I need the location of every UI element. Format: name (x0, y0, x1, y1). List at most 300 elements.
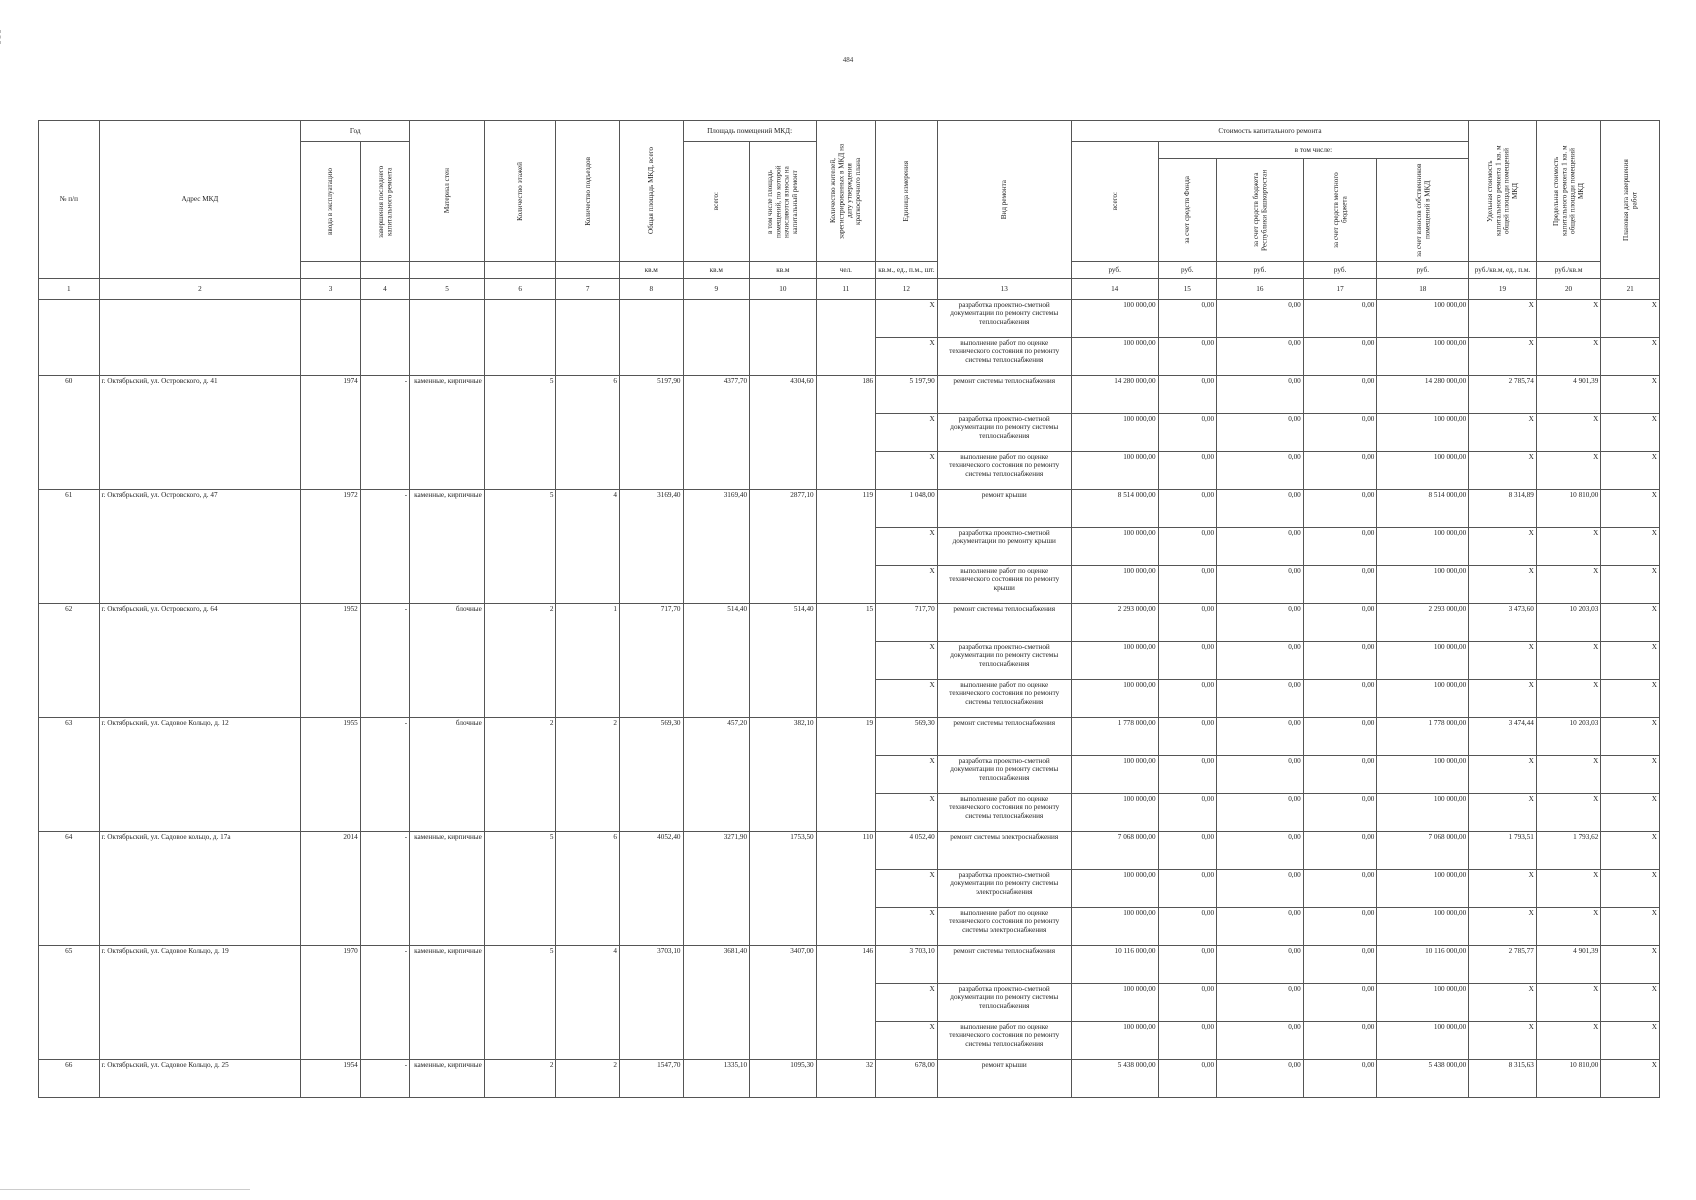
work-type: выполнение работ по оценке технического состояния по ремонту крыши (937, 566, 1071, 604)
unit-cell (360, 262, 409, 279)
cost-republic: 0,00 (1217, 756, 1304, 794)
column-number: 15 (1158, 279, 1217, 300)
unit-cost: X (1469, 1022, 1537, 1060)
cost-fund: 0,00 (1158, 794, 1217, 832)
wall-material: каменные, кирпичные (410, 1060, 485, 1098)
header-work: Вид ремонта (937, 121, 1071, 279)
premises-area: 4377,70 (683, 376, 750, 490)
cost-owners: 5 438 000,00 (1377, 1060, 1469, 1098)
wall-material: блочные (410, 718, 485, 832)
floors-count: 5 (484, 490, 556, 604)
floors-count: 2 (484, 1060, 556, 1098)
cost-local: 0,00 (1303, 984, 1377, 1022)
cost-republic: 0,00 (1217, 680, 1304, 718)
unit-cost: X (1469, 794, 1537, 832)
column-number: 7 (556, 279, 620, 300)
cost-total: 2 293 000,00 (1071, 604, 1158, 642)
cost-owners: 100 000,00 (1377, 756, 1469, 794)
row-number: 63 (39, 718, 100, 832)
header-num: № п/п (39, 121, 100, 279)
finish-date: X (1601, 680, 1660, 718)
cost-local: 0,00 (1303, 604, 1377, 642)
cost-total: 100 000,00 (1071, 566, 1158, 604)
cost-local: 0,00 (1303, 680, 1377, 718)
repair-area: 3407,00 (750, 946, 817, 1060)
max-cost: 1 793,62 (1536, 832, 1601, 870)
total-area: 569,30 (619, 718, 683, 832)
entrances-count: 2 (556, 718, 620, 832)
column-number: 4 (360, 279, 409, 300)
header-cost-owners: за счет взносов собственников помещений в МКД (1377, 159, 1469, 262)
unit-cost: 1 793,51 (1469, 832, 1537, 870)
cost-fund: 0,00 (1158, 756, 1217, 794)
cost-total: 100 000,00 (1071, 756, 1158, 794)
commission-year: 1974 (301, 376, 361, 490)
row-number: 61 (39, 490, 100, 604)
cost-owners: 2 293 000,00 (1377, 604, 1469, 642)
repair-area: 382,10 (750, 718, 817, 832)
residents-count: 15 (816, 604, 876, 718)
unit-cell: руб. (1071, 262, 1158, 279)
house-address (99, 300, 301, 376)
floors-count: 5 (484, 376, 556, 490)
finish-date: X (1601, 1060, 1660, 1098)
cost-republic: 0,00 (1217, 832, 1304, 870)
cost-local: 0,00 (1303, 1022, 1377, 1060)
cost-republic: 0,00 (1217, 908, 1304, 946)
unit-cell: кв.м (683, 262, 750, 279)
unit-cell: руб./кв.м (1536, 262, 1601, 279)
total-area: 4052,40 (619, 832, 683, 946)
cost-fund: 0,00 (1158, 376, 1217, 414)
column-number: 2 (99, 279, 301, 300)
header-finish-date: Плановая дата завершения работ (1601, 121, 1660, 279)
cost-republic: 0,00 (1217, 490, 1304, 528)
last-repair-year: - (360, 490, 409, 604)
last-repair-year (360, 300, 409, 376)
commission-year: 1952 (301, 604, 361, 718)
cost-local: 0,00 (1303, 832, 1377, 870)
cost-owners: 14 280 000,00 (1377, 376, 1469, 414)
work-type: ремонт системы теплоснабжения (937, 376, 1071, 414)
unit-value: 3 703,10 (876, 946, 938, 984)
cost-fund: 0,00 (1158, 414, 1217, 452)
header-total-area: Общая площадь МКД, всего (619, 121, 683, 262)
cost-republic: 0,00 (1217, 338, 1304, 376)
unit-cost: X (1469, 338, 1537, 376)
unit-cost: 8 314,89 (1469, 490, 1537, 528)
header-address: Адрес МКД (99, 121, 301, 279)
entrances-count: 4 (556, 490, 620, 604)
entrances-count: 2 (556, 1060, 620, 1098)
unit-value: X (876, 300, 938, 338)
total-area: 3169,40 (619, 490, 683, 604)
row-number: 64 (39, 832, 100, 946)
repair-area (750, 300, 817, 376)
repair-area: 1753,50 (750, 832, 817, 946)
work-type: выполнение работ по оценке технического состояния по ремонту системы теплоснабжения (937, 338, 1071, 376)
wall-material: каменные, кирпичные (410, 490, 485, 604)
max-cost: X (1536, 414, 1601, 452)
work-type: ремонт системы теплоснабжения (937, 718, 1071, 756)
max-cost: X (1536, 452, 1601, 490)
work-type: разработка проектно-сметной документации по ремонту системы теплоснабжения (937, 642, 1071, 680)
column-number: 17 (1303, 279, 1377, 300)
unit-cell: руб. (1377, 262, 1469, 279)
cost-total: 100 000,00 (1071, 680, 1158, 718)
cost-local: 0,00 (1303, 946, 1377, 984)
cost-owners: 100 000,00 (1377, 984, 1469, 1022)
finish-date: X (1601, 300, 1660, 338)
header-year-commission: ввода в эксплуатацию (301, 142, 361, 262)
unit-cost: X (1469, 642, 1537, 680)
work-type: ремонт крыши (937, 490, 1071, 528)
premises-area (683, 300, 750, 376)
cost-owners: 100 000,00 (1377, 300, 1469, 338)
total-area (619, 300, 683, 376)
unit-value: X (876, 870, 938, 908)
cost-republic: 0,00 (1217, 452, 1304, 490)
finish-date: X (1601, 452, 1660, 490)
work-type: разработка проектно-сметной документации по ремонту системы теплоснабжения (937, 984, 1071, 1022)
finish-date: X (1601, 604, 1660, 642)
wall-material: блочные (410, 604, 485, 718)
cost-local: 0,00 (1303, 490, 1377, 528)
house-address: г. Октябрьский, ул. Островского, д. 41 (99, 376, 301, 490)
last-repair-year: - (360, 946, 409, 1060)
unit-cell: руб. (1158, 262, 1217, 279)
unit-value: 5 197,90 (876, 376, 938, 414)
table-row (39, 718, 1660, 756)
last-repair-year: - (360, 376, 409, 490)
finish-date: X (1601, 832, 1660, 870)
cost-republic: 0,00 (1217, 300, 1304, 338)
work-type: разработка проектно-сметной документации по ремонту крыши (937, 528, 1071, 566)
cost-local: 0,00 (1303, 414, 1377, 452)
work-type: ремонт крыши (937, 1060, 1071, 1098)
finish-date: X (1601, 528, 1660, 566)
work-type: выполнение работ по оценке технического состояния по ремонту системы теплоснабжения (937, 680, 1071, 718)
row-number (39, 300, 100, 376)
house-address: г. Октябрьский, ул. Садовое Кольцо, д. 12 (99, 718, 301, 832)
unit-value: X (876, 338, 938, 376)
house-address: г. Октябрьский, ул. Садовое кольцо, д. 17а (99, 832, 301, 946)
total-area: 5197,90 (619, 376, 683, 490)
residents-count: 119 (816, 490, 876, 604)
last-repair-year: - (360, 1060, 409, 1098)
unit-cost: X (1469, 984, 1537, 1022)
commission-year: 1972 (301, 490, 361, 604)
entrances-count: 4 (556, 946, 620, 1060)
cost-republic: 0,00 (1217, 870, 1304, 908)
column-number: 16 (1217, 279, 1304, 300)
total-area: 1547,70 (619, 1060, 683, 1098)
unit-value: 717,70 (876, 604, 938, 642)
column-number: 21 (1601, 279, 1660, 300)
unit-cell (484, 262, 556, 279)
premises-area: 3271,90 (683, 832, 750, 946)
header-cost-group: Стоимость капитального ремонта (1071, 121, 1468, 142)
cost-fund: 0,00 (1158, 680, 1217, 718)
cost-fund: 0,00 (1158, 490, 1217, 528)
cost-local: 0,00 (1303, 756, 1377, 794)
column-number: 19 (1469, 279, 1537, 300)
unit-value: X (876, 984, 938, 1022)
header-including: в том числе: (1158, 142, 1469, 159)
cost-total: 100 000,00 (1071, 984, 1158, 1022)
finish-date: X (1601, 870, 1660, 908)
column-number: 5 (410, 279, 485, 300)
table-row (39, 832, 1660, 870)
finish-date: X (1601, 718, 1660, 756)
work-type: ремонт системы электроснабжения (937, 832, 1071, 870)
cost-total: 14 280 000,00 (1071, 376, 1158, 414)
unit-cost: 2 785,74 (1469, 376, 1537, 414)
cost-fund: 0,00 (1158, 984, 1217, 1022)
cost-republic: 0,00 (1217, 1060, 1304, 1098)
wall-material: каменные, кирпичные (410, 376, 485, 490)
work-type: ремонт системы теплоснабжения (937, 604, 1071, 642)
cost-republic: 0,00 (1217, 528, 1304, 566)
cost-republic: 0,00 (1217, 794, 1304, 832)
commission-year: 2014 (301, 832, 361, 946)
premises-area: 3681,40 (683, 946, 750, 1060)
finish-date: X (1601, 376, 1660, 414)
house-address: г. Октябрьский, ул. Садовое Кольцо, д. 19 (99, 946, 301, 1060)
wall-material: каменные, кирпичные (410, 946, 485, 1060)
work-type: выполнение работ по оценке технического состояния по ремонту системы теплоснабжения (937, 452, 1071, 490)
finish-date: X (1601, 338, 1660, 376)
cost-fund: 0,00 (1158, 908, 1217, 946)
finish-date: X (1601, 490, 1660, 528)
last-repair-year: - (360, 718, 409, 832)
unit-cost: X (1469, 300, 1537, 338)
cost-owners: 100 000,00 (1377, 870, 1469, 908)
header-unit: Единица измерения (876, 121, 938, 262)
column-number: 8 (619, 279, 683, 300)
column-numbers-row (39, 279, 1660, 300)
commission-year: 1955 (301, 718, 361, 832)
cost-total: 100 000,00 (1071, 870, 1158, 908)
column-number: 1 (39, 279, 100, 300)
unit-value: X (876, 414, 938, 452)
unit-value: X (876, 756, 938, 794)
floors-count: 5 (484, 832, 556, 946)
residents-count: 32 (816, 1060, 876, 1098)
cost-total: 100 000,00 (1071, 794, 1158, 832)
unit-value: X (876, 642, 938, 680)
column-number: 20 (1536, 279, 1601, 300)
residents-count: 19 (816, 718, 876, 832)
cost-local: 0,00 (1303, 908, 1377, 946)
unit-cost: 3 474,44 (1469, 718, 1537, 756)
table-row (39, 490, 1660, 528)
header-cost-republic: за счет средств бюджета Республики Башкортостан (1217, 159, 1304, 262)
work-type: разработка проектно-сметной документации по ремонту системы теплоснабжения (937, 756, 1071, 794)
header-year-last-repair: завершения последнего капитального ремонта (360, 142, 409, 262)
cost-republic: 0,00 (1217, 566, 1304, 604)
finish-date: X (1601, 1022, 1660, 1060)
repair-area: 1095,30 (750, 1060, 817, 1098)
unit-cost: X (1469, 528, 1537, 566)
work-type: разработка проектно-сметной документации по ремонту системы теплоснабжения (937, 300, 1071, 338)
unit-value: X (876, 528, 938, 566)
cost-owners: 100 000,00 (1377, 414, 1469, 452)
unit-cell (301, 262, 361, 279)
cost-fund: 0,00 (1158, 300, 1217, 338)
table-row (39, 1060, 1660, 1098)
unit-cell: кв.м., ед., п.м., шт. (876, 262, 938, 279)
commission-year: 1970 (301, 946, 361, 1060)
cost-total: 8 514 000,00 (1071, 490, 1158, 528)
entrances-count: 6 (556, 832, 620, 946)
cost-republic: 0,00 (1217, 414, 1304, 452)
work-type: разработка проектно-сметной документации по ремонту системы теплоснабжения (937, 414, 1071, 452)
unit-value: 678,00 (876, 1060, 938, 1098)
work-type: выполнение работ по оценке технического состояния по ремонту системы электроснабжения (937, 908, 1071, 946)
cost-owners: 100 000,00 (1377, 566, 1469, 604)
cost-owners: 100 000,00 (1377, 452, 1469, 490)
max-cost: X (1536, 338, 1601, 376)
header-year-group: Год (301, 121, 410, 142)
cost-fund: 0,00 (1158, 338, 1217, 376)
max-cost: 10 203,03 (1536, 604, 1601, 642)
cost-total: 7 068 000,00 (1071, 832, 1158, 870)
cost-owners: 100 000,00 (1377, 642, 1469, 680)
cost-republic: 0,00 (1217, 1022, 1304, 1060)
table-row (39, 300, 1660, 338)
premises-area: 514,40 (683, 604, 750, 718)
repair-area: 4304,60 (750, 376, 817, 490)
cost-owners: 10 116 000,00 (1377, 946, 1469, 984)
cost-fund: 0,00 (1158, 642, 1217, 680)
max-cost: X (1536, 984, 1601, 1022)
residents-count: 110 (816, 832, 876, 946)
table-header (39, 121, 1660, 300)
finish-date: X (1601, 794, 1660, 832)
cost-fund: 0,00 (1158, 1022, 1217, 1060)
cost-total: 100 000,00 (1071, 452, 1158, 490)
table-body (39, 300, 1660, 1098)
cost-local: 0,00 (1303, 300, 1377, 338)
column-number: 13 (937, 279, 1071, 300)
cost-republic: 0,00 (1217, 946, 1304, 984)
cost-local: 0,00 (1303, 452, 1377, 490)
cost-republic: 0,00 (1217, 984, 1304, 1022)
max-cost: X (1536, 908, 1601, 946)
cost-fund: 0,00 (1158, 604, 1217, 642)
house-address: г. Октябрьский, ул. Садовое Кольцо, д. 25 (99, 1060, 301, 1098)
cost-owners: 8 514 000,00 (1377, 490, 1469, 528)
repair-area: 2877,10 (750, 490, 817, 604)
column-number: 10 (750, 279, 817, 300)
cost-total: 100 000,00 (1071, 1022, 1158, 1060)
max-cost: 10 810,00 (1536, 490, 1601, 528)
finish-date: X (1601, 946, 1660, 984)
unit-cost: X (1469, 566, 1537, 604)
max-cost: X (1536, 528, 1601, 566)
cost-fund: 0,00 (1158, 1060, 1217, 1098)
unit-value: X (876, 1022, 938, 1060)
header-floors: Количество этажей (484, 121, 556, 262)
residents-count: 146 (816, 946, 876, 1060)
cost-owners: 7 068 000,00 (1377, 832, 1469, 870)
unit-cost: X (1469, 870, 1537, 908)
column-number: 18 (1377, 279, 1469, 300)
entrances-count: 1 (556, 604, 620, 718)
unit-value: X (876, 566, 938, 604)
floors-count: 5 (484, 946, 556, 1060)
max-cost: 10 203,03 (1536, 718, 1601, 756)
cost-fund: 0,00 (1158, 566, 1217, 604)
cost-republic: 0,00 (1217, 376, 1304, 414)
unit-cell (410, 262, 485, 279)
max-cost: X (1536, 870, 1601, 908)
max-cost: 10 810,00 (1536, 1060, 1601, 1098)
unit-cell: руб. (1217, 262, 1304, 279)
commission-year (301, 300, 361, 376)
wall-material: каменные, кирпичные (410, 832, 485, 946)
scan-mark (0, 30, 4, 44)
column-number: 9 (683, 279, 750, 300)
unit-cost: 3 473,60 (1469, 604, 1537, 642)
floors-count (484, 300, 556, 376)
cost-local: 0,00 (1303, 528, 1377, 566)
finish-date: X (1601, 414, 1660, 452)
max-cost: X (1536, 1022, 1601, 1060)
row-number: 65 (39, 946, 100, 1060)
cost-total: 100 000,00 (1071, 338, 1158, 376)
max-cost: 4 901,39 (1536, 946, 1601, 984)
page-number: 484 (842, 56, 854, 64)
total-area: 3703,10 (619, 946, 683, 1060)
row-number: 62 (39, 604, 100, 718)
unit-cell: кв.м (619, 262, 683, 279)
work-type: выполнение работ по оценке технического состояния по ремонту системы теплоснабжения (937, 794, 1071, 832)
cost-owners: 100 000,00 (1377, 1022, 1469, 1060)
finish-date: X (1601, 908, 1660, 946)
floors-count: 2 (484, 604, 556, 718)
row-number: 66 (39, 1060, 100, 1098)
max-cost: X (1536, 300, 1601, 338)
last-repair-year: - (360, 832, 409, 946)
header-area-repair: в том числе площадь помещений, по которой начисляются взносы на капитальный ремонт (750, 142, 817, 262)
header-cost-local: за счет средств местного бюджета (1303, 159, 1377, 262)
cost-republic: 0,00 (1217, 718, 1304, 756)
unit-value: X (876, 908, 938, 946)
max-cost: X (1536, 794, 1601, 832)
cost-total: 100 000,00 (1071, 908, 1158, 946)
finish-date: X (1601, 566, 1660, 604)
total-area: 717,70 (619, 604, 683, 718)
last-repair-year: - (360, 604, 409, 718)
max-cost: X (1536, 680, 1601, 718)
entrances-count: 6 (556, 376, 620, 490)
cost-fund: 0,00 (1158, 946, 1217, 984)
header-max-cost: Предельная стоимость капитального ремонта 1 кв. м общей площади помещений МКД (1536, 121, 1601, 262)
work-type: ремонт системы теплоснабжения (937, 946, 1071, 984)
unit-value: X (876, 452, 938, 490)
cost-republic: 0,00 (1217, 604, 1304, 642)
cost-local: 0,00 (1303, 338, 1377, 376)
cost-total: 100 000,00 (1071, 414, 1158, 452)
cost-fund: 0,00 (1158, 452, 1217, 490)
unit-value: 569,30 (876, 718, 938, 756)
premises-area: 1335,10 (683, 1060, 750, 1098)
max-cost: X (1536, 642, 1601, 680)
repair-plan-table (38, 120, 1660, 1098)
cost-fund: 0,00 (1158, 528, 1217, 566)
